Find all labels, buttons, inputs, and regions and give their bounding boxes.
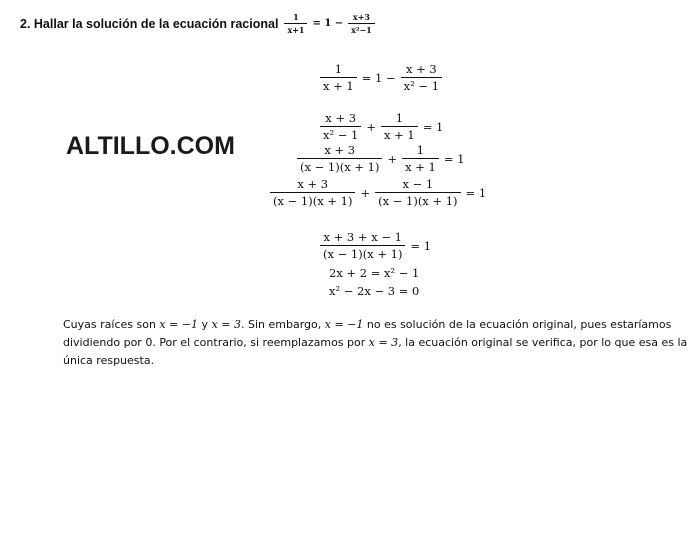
text-run: no es solución de la ecuación original, pues estaríamos dividiendo por 0. Por el contrario, si reemplazamos por — [63, 318, 672, 349]
text-run: y — [198, 318, 212, 331]
fraction-numerator: x + 3 — [405, 62, 437, 76]
problem-equation — [282, 12, 376, 35]
step-7: x² − 2x − 3 = 0 — [329, 284, 420, 298]
problem-rhs-fraction — [348, 12, 375, 35]
fraction-numerator: 1 — [334, 62, 343, 76]
text-run: Cuyas raíces son — [63, 318, 160, 331]
fraction-denominator: x + 1 — [402, 158, 439, 174]
math-run: x = −1 — [324, 318, 364, 331]
operator: + — [387, 151, 398, 166]
fraction-denominator: (x − 1)(x + 1) — [320, 245, 405, 261]
fraction-numerator: x − 1 — [402, 177, 434, 191]
fraction-denominator: x+1 — [284, 23, 307, 35]
watermark-logo: ALTILLO.COM — [66, 132, 235, 160]
fraction-numerator: 1 — [416, 143, 425, 157]
operator: + — [366, 119, 376, 134]
fraction-numerator: x+3 — [352, 12, 370, 22]
fraction-denominator: x + 1 — [320, 77, 357, 93]
fraction-numerator: 1 — [395, 111, 404, 125]
operator: = 1 — [443, 151, 465, 166]
text-run: , la ecuación original se verifica, por lo que esa es la única respuesta. — [63, 336, 688, 367]
operator: = 1 — [422, 119, 444, 134]
math-run: x = 3 — [368, 336, 399, 349]
problem-label: 2. Hallar la solución de la ecuación racional — [20, 16, 279, 31]
step-1 — [318, 62, 444, 93]
problem-statement — [20, 12, 377, 35]
equals-one-minus: = 1 − — [312, 18, 344, 29]
fraction-numerator: x + 3 — [325, 111, 357, 125]
step-4 — [268, 177, 489, 208]
operator: = 1 — [465, 185, 487, 200]
fraction-numerator: 1 — [293, 12, 299, 22]
math-run: x = 3 — [211, 318, 241, 331]
fraction-numerator: x + 3 — [324, 143, 356, 157]
fraction-numerator: x + 3 — [297, 177, 329, 191]
operator: = 1 − — [361, 70, 396, 85]
step-3 — [295, 143, 467, 174]
step-2 — [318, 111, 446, 142]
step-5 — [318, 230, 434, 261]
step-6: 2x + 2 = x² − 1 — [329, 266, 420, 280]
fraction-denominator: (x − 1)(x + 1) — [375, 192, 460, 208]
fraction-numerator: x + 3 + x − 1 — [323, 230, 402, 244]
fraction-denominator: (x − 1)(x + 1) — [297, 158, 382, 174]
fraction-denominator: x² − 1 — [401, 77, 442, 93]
text-run: . Sin embargo, — [241, 318, 325, 331]
operator: = 1 — [410, 238, 432, 253]
fraction-denominator: (x − 1)(x + 1) — [270, 192, 355, 208]
problem-lhs-fraction — [284, 12, 307, 35]
math-run: x = −1 — [159, 318, 199, 331]
fraction-denominator: x + 1 — [381, 126, 418, 142]
operator: + — [360, 185, 371, 200]
conclusion-paragraph — [63, 316, 688, 370]
fraction-denominator: x²−1 — [348, 23, 375, 35]
fraction-denominator: x² − 1 — [320, 126, 361, 142]
